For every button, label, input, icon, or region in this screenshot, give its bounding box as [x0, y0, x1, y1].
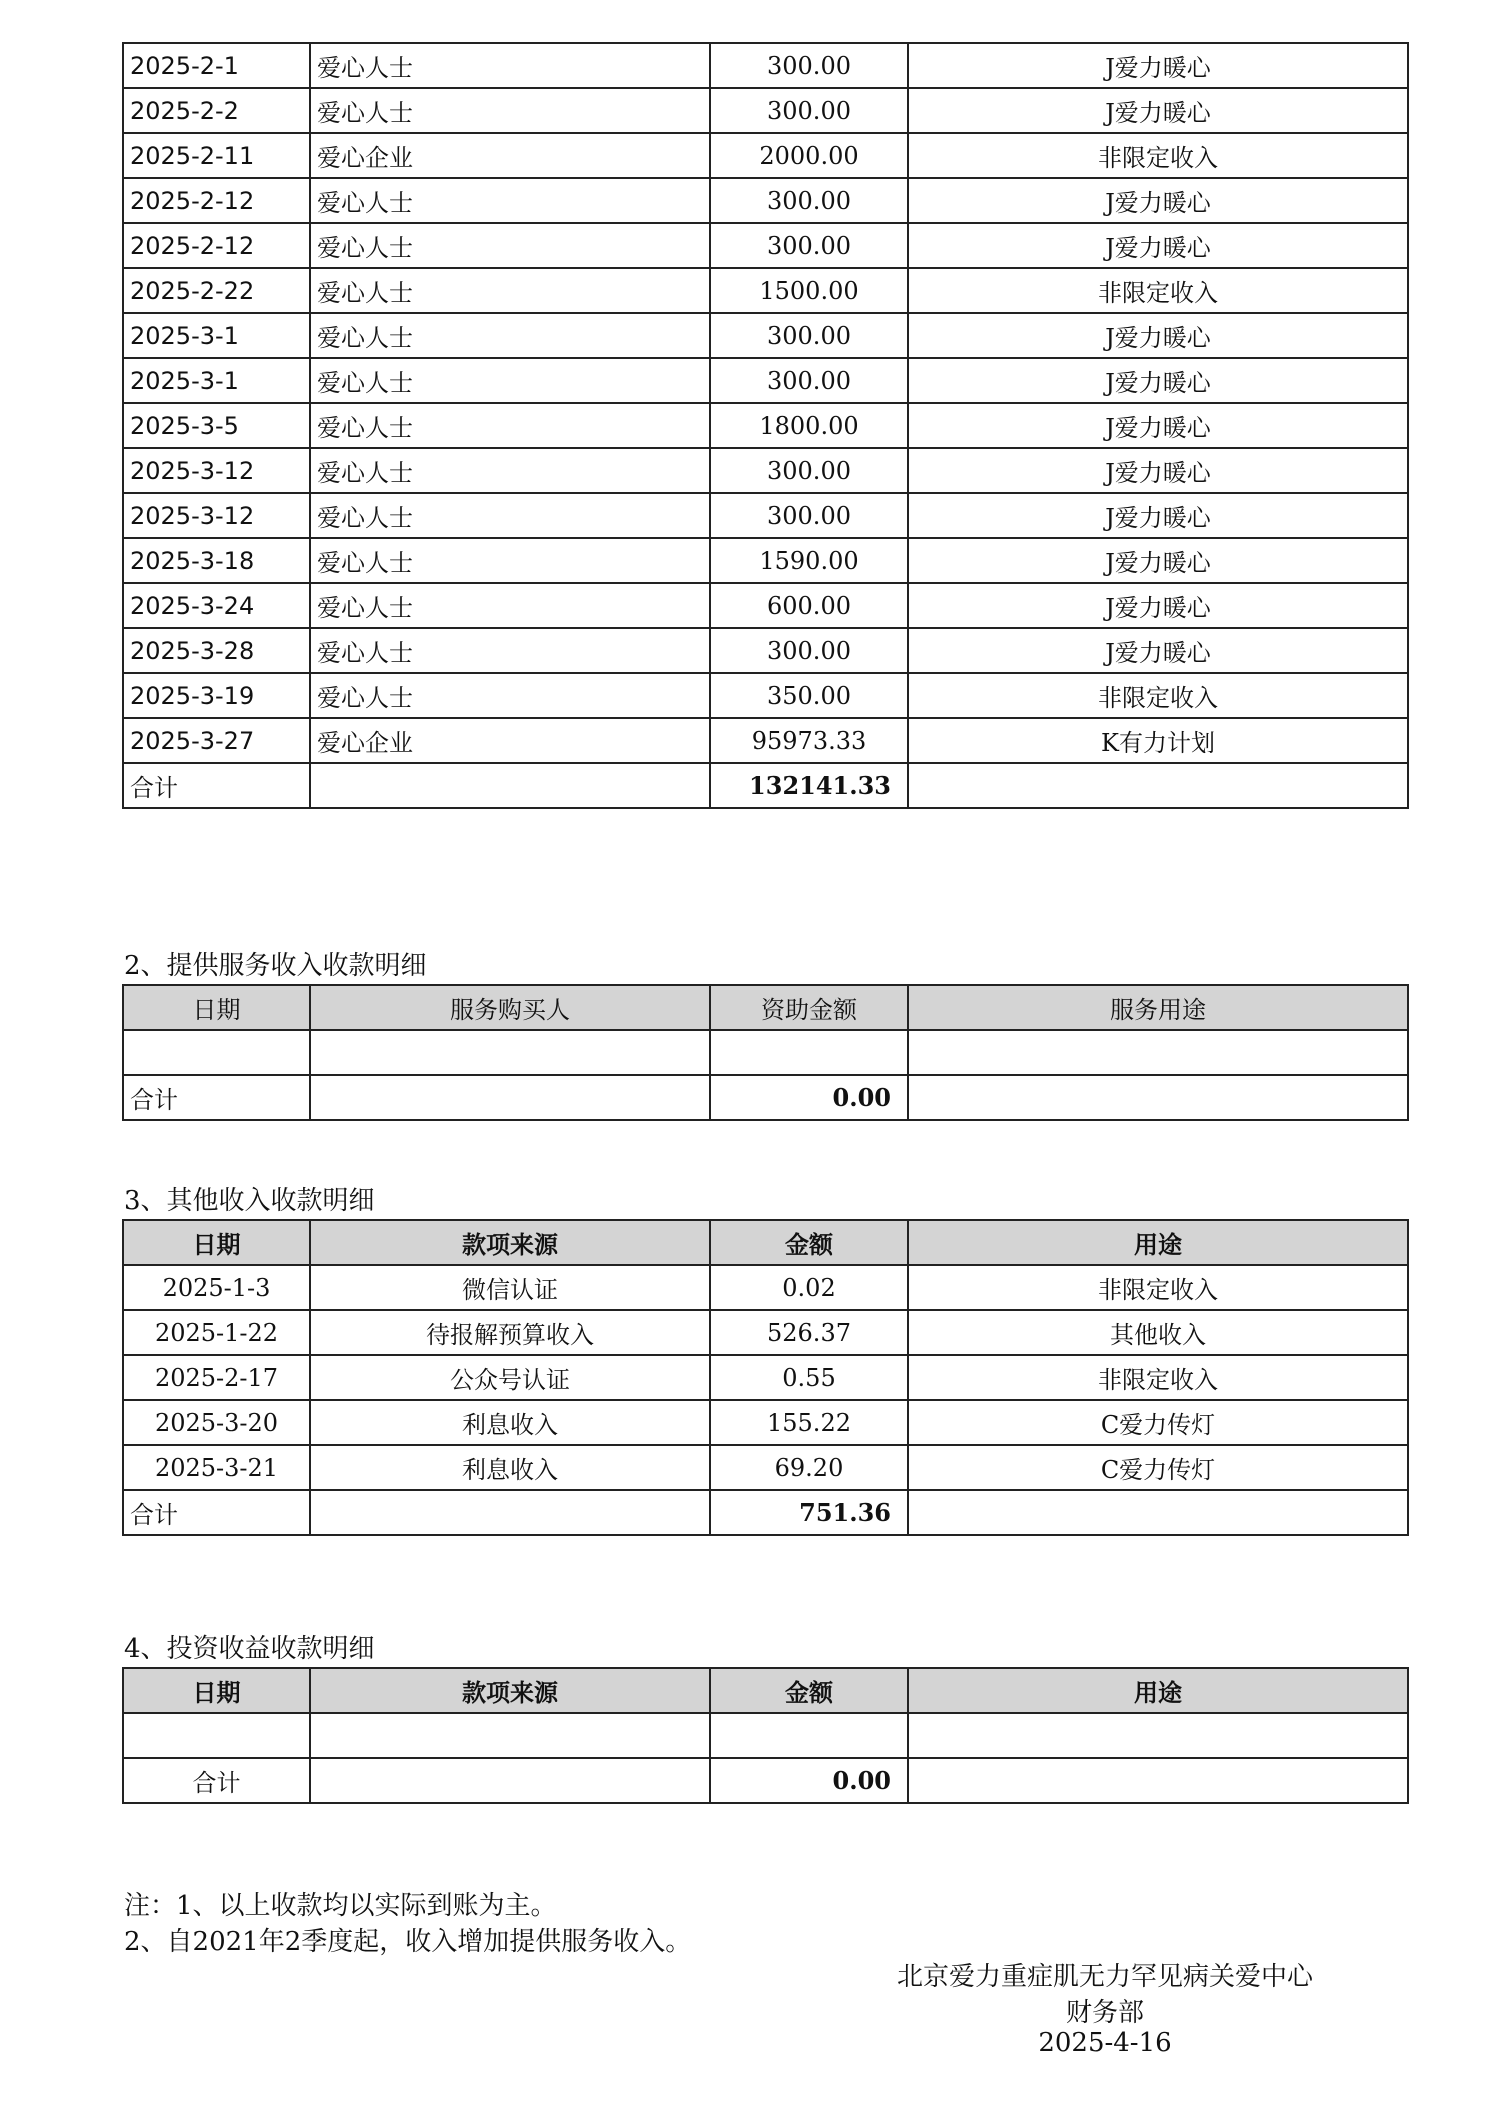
total-amount: 0.00	[710, 1075, 908, 1120]
row-usage: 非限定收入	[908, 133, 1408, 178]
table-row	[123, 403, 1408, 448]
column-header: 金额	[710, 1220, 908, 1265]
row-amount: 1590.00	[710, 538, 908, 583]
column-header: 日期	[123, 985, 310, 1030]
empty-row	[123, 1030, 1408, 1075]
table-row	[123, 268, 1408, 313]
row-usage: J爱力暖心	[908, 178, 1408, 223]
column-header: 款项来源	[310, 1220, 710, 1265]
column-header: 款项来源	[310, 1668, 710, 1713]
table-row	[123, 583, 1408, 628]
row-source: 爱心企业	[310, 133, 710, 178]
section-3-title: 3、其他收入收款明细	[124, 1186, 375, 1216]
table-row	[123, 1265, 1408, 1310]
row-usage: K有力计划	[908, 718, 1408, 763]
row-usage: C爱力传灯	[908, 1400, 1408, 1445]
total-amount: 751.36	[710, 1490, 908, 1535]
row-source: 公众号认证	[310, 1355, 710, 1400]
row-amount: 350.00	[710, 673, 908, 718]
table-row	[123, 358, 1408, 403]
row-usage: 非限定收入	[908, 673, 1408, 718]
row-usage: J爱力暖心	[908, 358, 1408, 403]
table-row	[123, 673, 1408, 718]
section-2-title: 2、提供服务收入收款明细	[124, 951, 427, 981]
row-date: 2025-2-22	[123, 268, 310, 313]
row-source: 待报解预算收入	[310, 1310, 710, 1355]
row-date: 2025-1-22	[123, 1310, 310, 1355]
column-header: 金额	[710, 1668, 908, 1713]
row-amount: 600.00	[710, 583, 908, 628]
signature-org: 北京爱力重症肌无力罕见病关爱中心	[896, 1962, 1314, 1992]
row-amount: 300.00	[710, 358, 908, 403]
column-header: 日期	[123, 1668, 310, 1713]
signature-dept: 财务部	[1065, 1998, 1145, 2028]
section-4-title: 4、投资收益收款明细	[124, 1634, 375, 1664]
row-date: 2025-3-28	[123, 628, 310, 673]
row-amount: 300.00	[710, 43, 908, 88]
table-row	[123, 538, 1408, 583]
total-row	[123, 1490, 1408, 1535]
row-source: 爱心人士	[310, 178, 710, 223]
row-usage: J爱力暖心	[908, 448, 1408, 493]
total-row	[123, 763, 1408, 808]
row-amount: 300.00	[710, 493, 908, 538]
empty-row	[123, 1713, 1408, 1758]
table-row	[123, 1445, 1408, 1490]
row-amount: 69.20	[710, 1445, 908, 1490]
row-date: 2025-2-2	[123, 88, 310, 133]
row-usage: J爱力暖心	[908, 583, 1408, 628]
row-date: 2025-3-24	[123, 583, 310, 628]
header-row	[123, 1220, 1408, 1265]
row-source: 爱心人士	[310, 448, 710, 493]
header-row	[123, 985, 1408, 1030]
table-row	[123, 1355, 1408, 1400]
table-row	[123, 88, 1408, 133]
row-source: 爱心企业	[310, 718, 710, 763]
table-row	[123, 43, 1408, 88]
table-row	[123, 493, 1408, 538]
row-source: 爱心人士	[310, 43, 710, 88]
row-date: 2025-3-27	[123, 718, 310, 763]
header-row	[123, 1668, 1408, 1713]
row-amount: 526.37	[710, 1310, 908, 1355]
row-amount: 300.00	[710, 88, 908, 133]
table-row	[123, 313, 1408, 358]
row-source: 爱心人士	[310, 583, 710, 628]
table-row	[123, 133, 1408, 178]
row-usage: J爱力暖心	[908, 628, 1408, 673]
total-amount: 132141.33	[710, 763, 908, 808]
row-source: 爱心人士	[310, 88, 710, 133]
row-amount: 1800.00	[710, 403, 908, 448]
investment-income-table	[122, 1667, 1409, 1804]
column-header: 用途	[908, 1668, 1408, 1713]
row-usage: 非限定收入	[908, 1265, 1408, 1310]
row-date: 2025-3-18	[123, 538, 310, 583]
row-date: 2025-2-17	[123, 1355, 310, 1400]
row-source: 爱心人士	[310, 493, 710, 538]
table-row	[123, 178, 1408, 223]
row-source: 爱心人士	[310, 673, 710, 718]
row-usage: J爱力暖心	[908, 223, 1408, 268]
row-amount: 300.00	[710, 178, 908, 223]
total-label: 合计	[123, 1758, 310, 1803]
row-date: 2025-2-1	[123, 43, 310, 88]
other-income-table	[122, 1219, 1409, 1536]
row-amount: 155.22	[710, 1400, 908, 1445]
row-usage: J爱力暖心	[908, 313, 1408, 358]
row-amount: 300.00	[710, 223, 908, 268]
row-source: 爱心人士	[310, 628, 710, 673]
row-date: 2025-3-20	[123, 1400, 310, 1445]
row-date: 2025-3-1	[123, 358, 310, 403]
donation-table	[122, 42, 1409, 809]
row-usage: 其他收入	[908, 1310, 1408, 1355]
total-label: 合计	[123, 1490, 310, 1535]
row-source: 爱心人士	[310, 403, 710, 448]
row-amount: 300.00	[710, 448, 908, 493]
row-date: 2025-3-21	[123, 1445, 310, 1490]
total-amount: 0.00	[710, 1758, 908, 1803]
row-usage: 非限定收入	[908, 1355, 1408, 1400]
table-row	[123, 628, 1408, 673]
row-date: 2025-3-5	[123, 403, 310, 448]
row-date: 2025-2-12	[123, 178, 310, 223]
table-row	[123, 223, 1408, 268]
row-source: 爱心人士	[310, 223, 710, 268]
row-date: 2025-1-3	[123, 1265, 310, 1310]
row-date: 2025-3-19	[123, 673, 310, 718]
row-usage: J爱力暖心	[908, 43, 1408, 88]
row-source: 利息收入	[310, 1445, 710, 1490]
table-row	[123, 448, 1408, 493]
row-usage: 非限定收入	[908, 268, 1408, 313]
row-usage: J爱力暖心	[908, 493, 1408, 538]
row-date: 2025-2-12	[123, 223, 310, 268]
row-source: 爱心人士	[310, 358, 710, 403]
column-header: 服务用途	[908, 985, 1408, 1030]
row-source: 爱心人士	[310, 313, 710, 358]
row-source: 利息收入	[310, 1400, 710, 1445]
total-label: 合计	[123, 1075, 310, 1120]
table-row	[123, 1310, 1408, 1355]
row-date: 2025-3-12	[123, 493, 310, 538]
row-date: 2025-3-12	[123, 448, 310, 493]
note-line-1: 注：1、以上收款均以实际到账为主。	[124, 1891, 557, 1921]
row-amount: 2000.00	[710, 133, 908, 178]
total-label: 合计	[123, 763, 310, 808]
total-row	[123, 1075, 1408, 1120]
service-income-table	[122, 984, 1409, 1121]
row-usage: J爱力暖心	[908, 538, 1408, 583]
row-usage: J爱力暖心	[908, 88, 1408, 133]
column-header: 日期	[123, 1220, 310, 1265]
total-row	[123, 1758, 1408, 1803]
column-header: 资助金额	[710, 985, 908, 1030]
row-source: 爱心人士	[310, 538, 710, 583]
row-date: 2025-2-11	[123, 133, 310, 178]
signature-date: 2025-4-16	[1038, 2028, 1172, 2058]
column-header: 用途	[908, 1220, 1408, 1265]
row-amount: 300.00	[710, 313, 908, 358]
row-source: 微信认证	[310, 1265, 710, 1310]
row-amount: 0.02	[710, 1265, 908, 1310]
row-amount: 0.55	[710, 1355, 908, 1400]
table-row	[123, 1400, 1408, 1445]
table-row	[123, 718, 1408, 763]
row-usage: C爱力传灯	[908, 1445, 1408, 1490]
note-line-2: 2、自2021年2季度起，收入增加提供服务收入。	[124, 1927, 692, 1957]
row-amount: 300.00	[710, 628, 908, 673]
column-header: 服务购买人	[310, 985, 710, 1030]
row-source: 爱心人士	[310, 268, 710, 313]
row-usage: J爱力暖心	[908, 403, 1408, 448]
row-date: 2025-3-1	[123, 313, 310, 358]
row-amount: 1500.00	[710, 268, 908, 313]
row-amount: 95973.33	[710, 718, 908, 763]
